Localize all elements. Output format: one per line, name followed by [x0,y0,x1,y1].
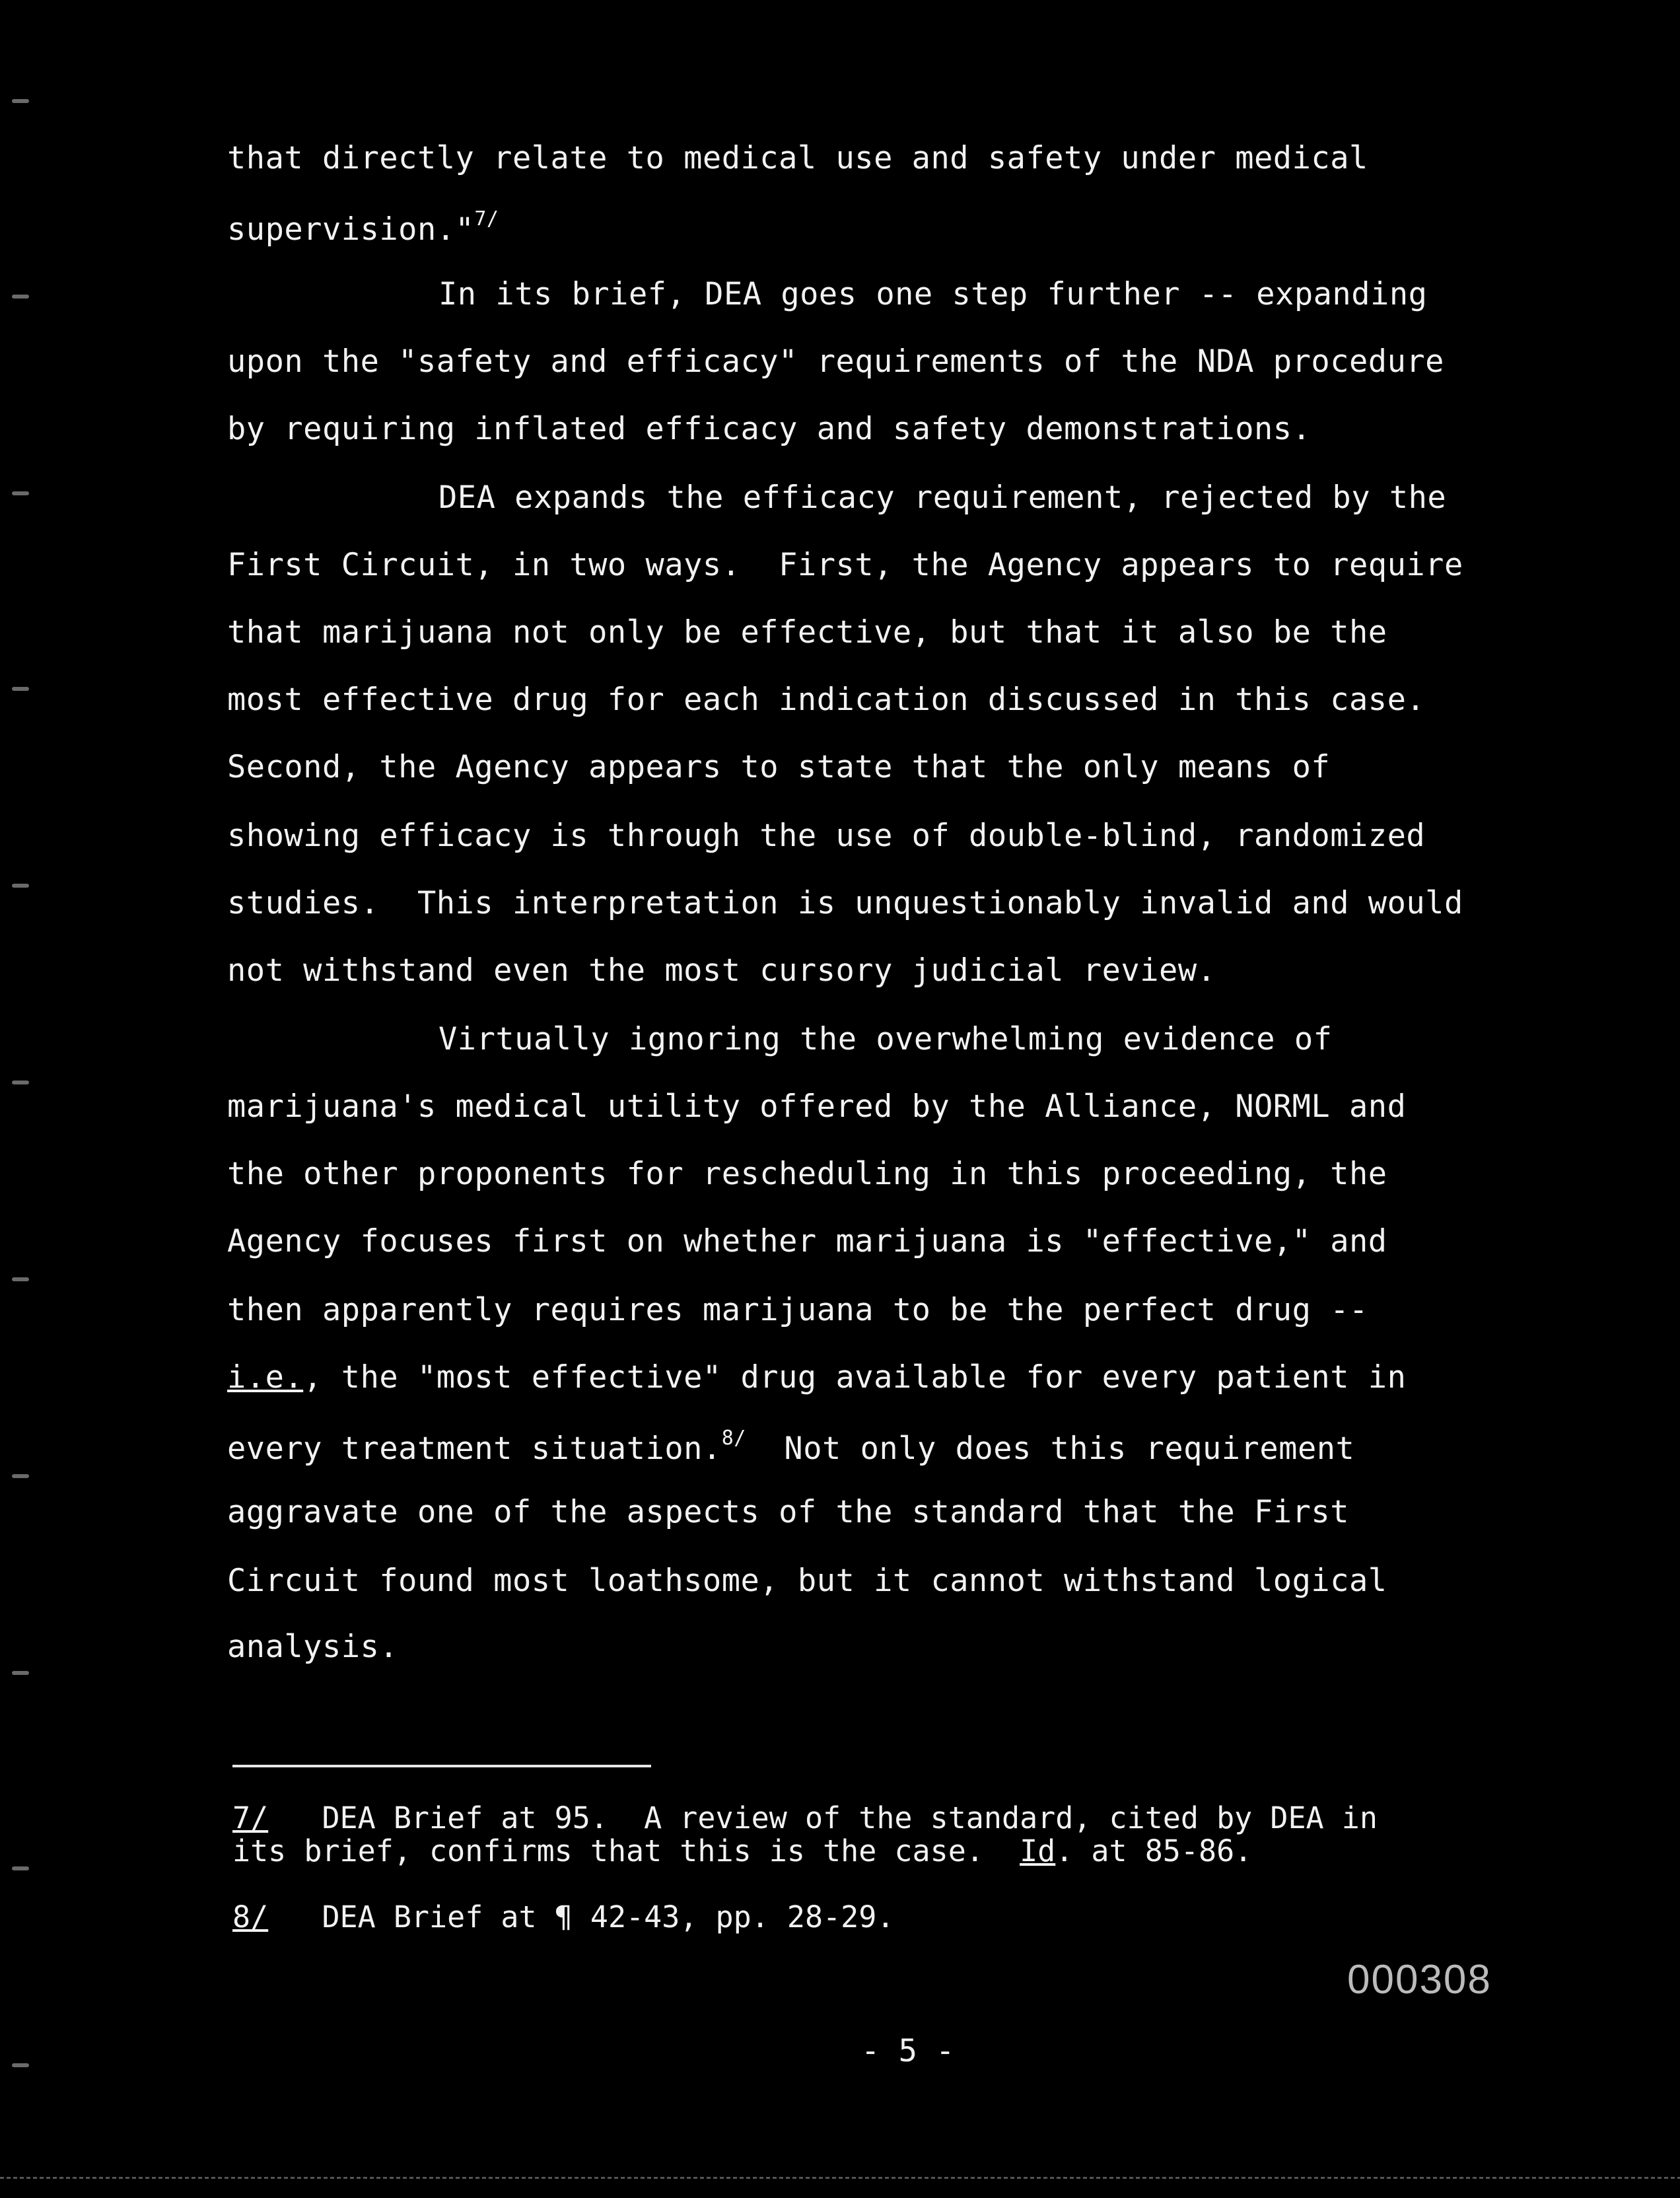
body-line: analysis. [227,1629,399,1665]
footnote-7-cont [232,1835,1252,1868]
body-line: by requiring inflated efficacy and safety demonstrations. [227,411,1312,447]
bates-stamp: 000308 [1347,1957,1492,2003]
body-line: Circuit found most loathsome, but it cannot withstand logical [227,1563,1387,1599]
scan-mark [12,491,29,495]
page-number: - 5 - [861,2033,955,2069]
footnote-text: DEA Brief at 95. A review of the standard, cited by DEA in [268,1800,1378,1835]
footnote-ref: 7/ [474,207,499,230]
scan-mark [12,884,29,888]
footnote-8 [232,1901,894,1934]
body-line: not withstand even the most cursory judicial review. [227,952,1216,989]
ie-abbrev: i.e. [227,1359,304,1396]
body-text: Not only does this requirement [746,1431,1355,1467]
body-line: First Circuit, in two ways. First, the Agency appears to require [227,547,1463,583]
body-line: marijuana's medical utility offered by the Alliance, NORML and [227,1088,1407,1125]
scan-mark [12,1277,29,1281]
footnote-text: DEA Brief at ¶ 42-43, pp. 28-29. [268,1899,895,1934]
body-text: , the "most effective" drug available for every patient in [303,1359,1407,1396]
body-line: then apparently requires marijuana to be the perfect drug -- [227,1292,1368,1328]
body-line: showing efficacy is through the use of double-blind, randomized [227,818,1426,854]
scan-mark [12,1671,29,1675]
scan-mark [12,1866,29,1870]
footnote-mark: 8/ [232,1899,269,1934]
footnote-text: . at 85-86. [1055,1833,1253,1868]
body-line [227,1427,1354,1467]
body-line: that marijuana not only be effective, but that it also be the [227,614,1387,651]
body-line: upon the "safety and efficacy" requirements of the NDA procedure [227,343,1444,380]
body-line: DEA expands the efficacy requirement, rejected by the [438,479,1447,516]
footnote-ref: 8/ [721,1427,746,1450]
scan-mark [12,99,29,103]
footnote-mark: 7/ [232,1800,269,1835]
body-line [227,207,499,248]
body-line: studies. This interpretation is unquestionably invalid and would [227,885,1463,921]
scan-mark [12,1474,29,1478]
scan-mark [12,295,29,299]
scan-mark [12,1081,29,1084]
body-text: supervision." [227,211,475,248]
body-text: every treatment situation. [227,1431,722,1467]
body-line: Second, the Agency appears to state that the only means of [227,749,1331,785]
body-line: aggravate one of the aspects of the standard that the First [227,1494,1349,1530]
footnote-divider [232,1765,651,1767]
body-line: most effective drug for each indication discussed in this case. [227,682,1426,718]
body-line: the other proponents for rescheduling in this proceeding, the [227,1156,1387,1192]
id-citation: Id [1020,1833,1056,1868]
body-line: Agency focuses first on whether marijuana is "effective," and [227,1223,1387,1259]
footnote-text: its brief, confirms that this is the case. [232,1833,1020,1868]
scan-mark [12,687,29,691]
body-line [227,1359,1406,1396]
footnote-7 [232,1802,1378,1835]
body-line: that directly relate to medical use and safety under medical [227,140,1368,176]
body-line: Virtually ignoring the overwhelming evidence of [438,1021,1333,1057]
scan-mark [12,2063,29,2067]
body-line: In its brief, DEA goes one step further -- expanding [438,276,1428,312]
scan-border [0,2177,1680,2179]
